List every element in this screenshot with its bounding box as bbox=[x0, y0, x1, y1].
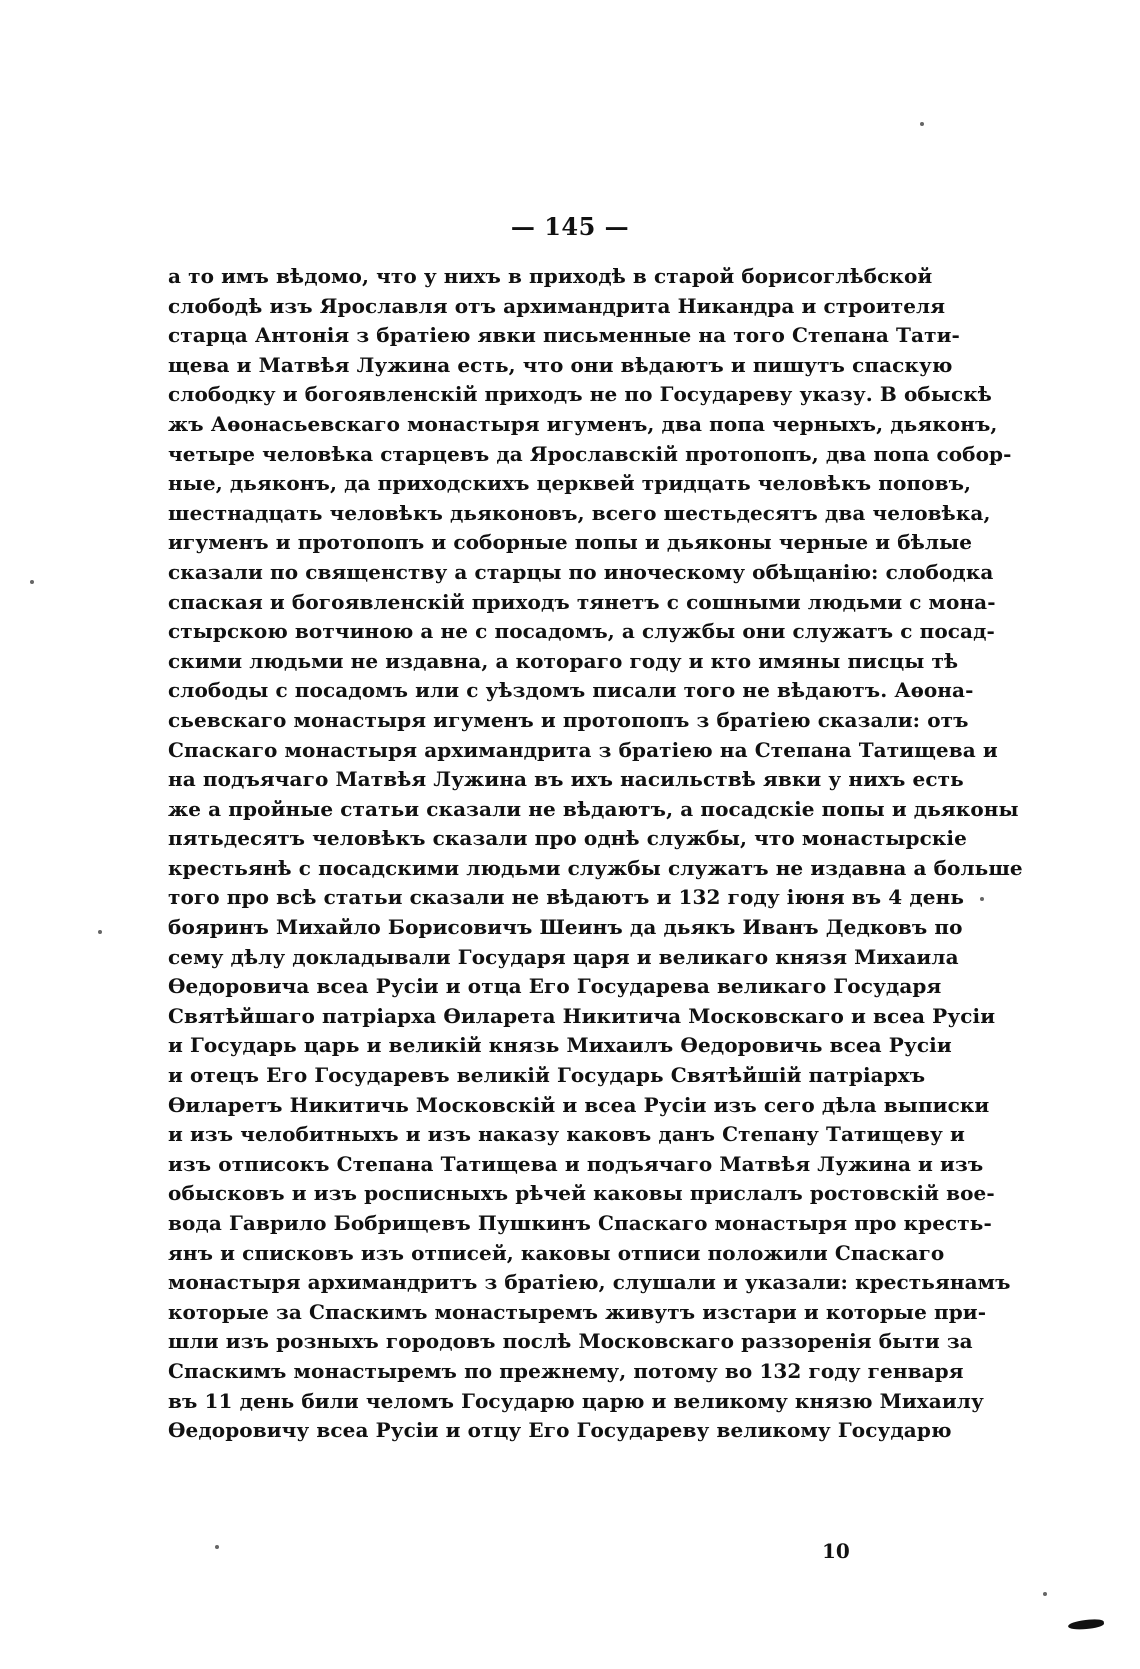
text-line: которые за Спаскимъ монастыремъ живутъ изстари и которые при- bbox=[168, 1299, 987, 1324]
scan-speck bbox=[30, 580, 34, 584]
text-line: Ѳедоровичу всеа Русіи и отцу Его Государеву великому Государю bbox=[168, 1418, 952, 1443]
text-line: и изъ челобитныхъ и изъ наказу каковъ данъ Степану Татищеву и bbox=[168, 1122, 965, 1147]
text-line: Спаскимъ монастыремъ по прежнему, потому во 132 году генваря bbox=[168, 1358, 964, 1383]
text-line: крестьянѣ с посадскими людьми службы служатъ не издавна а больше bbox=[168, 855, 1023, 880]
text-line: Спаскаго монастыря архимандрита з братіею на Степана Татищева и bbox=[168, 737, 998, 762]
text-line: а то имъ вѣдомо, что у нихъ в приходѣ в старой борисоглѣбской bbox=[168, 264, 933, 288]
text-line: вода Гаврило Бобрищевъ Пушкинъ Спаскаго монастыря про кресть- bbox=[168, 1211, 992, 1235]
scan-edge-mark bbox=[1068, 1618, 1105, 1631]
text-line: обысковъ и изъ росписныхъ рѣчей каковы прислалъ ростовскій вое- bbox=[168, 1181, 995, 1206]
text-line: ные, дьяконъ, да приходскихъ церквей тридцать человѣкъ поповъ, bbox=[168, 471, 972, 496]
text-line: же а пройные статьи сказали не вѣдаютъ, а посадскіе попы и дьяконы bbox=[168, 796, 1019, 821]
text-line: на подъячаго Матвѣя Лужина въ ихъ насильствѣ явки у нихъ есть bbox=[168, 767, 964, 792]
text-line: скими людьми не издавна, а котораго году и кто имяны писцы тѣ bbox=[168, 648, 959, 673]
text-line: игуменъ и протопопъ и соборные попы и дьяконы черные и бѣлые bbox=[168, 530, 973, 555]
text-line: спаская и богоявленскій приходъ тянетъ с сошными людьми с мона- bbox=[168, 589, 996, 614]
text-line: сказали по священству а старцы по иноческому обѣщанію: слободка bbox=[168, 559, 994, 584]
text-line: янъ и списковъ изъ отписей, каковы отписи положили Спаскаго bbox=[168, 1240, 945, 1265]
text-line: Святѣйшаго патріарха Ѳиларета Никитича Московскаго и всеа Русіи bbox=[168, 1003, 996, 1028]
text-line: и отецъ Его Государевъ великій Государь Святѣйшій патріархъ bbox=[168, 1063, 926, 1088]
text-line: щева и Матвѣя Лужина есть, что они вѣдаютъ и пишутъ спаскую bbox=[168, 352, 953, 377]
text-line: въ 11 день били челомъ Государю царю и великому князю Михаилу bbox=[168, 1388, 984, 1413]
text-line: жъ Аѳонасьевскаго монастыря игуменъ, два попа черныхъ, дьяконъ, bbox=[168, 411, 998, 436]
text-line: шли изъ розныхъ городовъ послѣ Московскаго раззоренія быти за bbox=[168, 1329, 973, 1354]
scan-speck bbox=[1043, 1592, 1047, 1596]
text-line: бояринъ Михайло Борисовичъ Шеинъ да дьякъ Иванъ Дедковъ по bbox=[168, 915, 963, 940]
text-line: слободы с посадомъ или с уѣздомъ писали того не вѣдаютъ. Аѳона- bbox=[168, 678, 974, 703]
text-line: сьевскаго монастыря игуменъ и протопопъ з братіею сказали: отъ bbox=[168, 707, 969, 732]
text-line: Ѳиларетъ Никитичь Московскій и всеа Русіи изъ сего дѣла выписки bbox=[168, 1092, 990, 1117]
text-line: и Государь царь и великій князь Михаилъ Ѳедоровичь всеа Русіи bbox=[168, 1033, 952, 1058]
text-line: четыре человѣка старцевъ да Ярославскій протопопъ, два попа собор- bbox=[168, 441, 1012, 466]
signature-mark: 10 bbox=[822, 1539, 850, 1563]
text-line: изъ отписокъ Степана Татищева и подъячаго Матвѣя Лужина и изъ bbox=[168, 1151, 984, 1176]
page-number: — 145 — bbox=[510, 212, 630, 241]
text-line: пятьдесятъ человѣкъ сказали про однѣ службы, что монастырскіе bbox=[168, 826, 967, 851]
text-line: сему дѣлу докладывали Государя царя и великаго князя Михаила bbox=[168, 944, 959, 969]
text-line: того про всѣ статьи сказали не вѣдаютъ и 132 году іюня въ 4 день bbox=[168, 885, 965, 910]
scan-speck bbox=[920, 122, 924, 126]
scan-speck bbox=[98, 930, 102, 934]
text-line: шестнадцать человѣкъ дьяконовъ, всего шестьдесятъ два человѣка, bbox=[168, 500, 991, 525]
body-text bbox=[168, 262, 1023, 1446]
text-line: слободѣ изъ Ярославля отъ архимандрита Никандра и строителя bbox=[168, 293, 946, 318]
scan-speck bbox=[980, 897, 984, 901]
text-line: слободку и богоявленскій приходъ не по Государеву указу. В обыскѣ bbox=[168, 382, 992, 407]
scan-speck bbox=[215, 1545, 219, 1549]
text-line: старца Антонія з братіею явки письменные на того Степана Тати- bbox=[168, 323, 960, 348]
text-line: монастыря архимандритъ з братіею, слушали и указали: крестьянамъ bbox=[168, 1270, 1011, 1295]
text-line: Ѳедоровича всеа Русіи и отца Его Государева великаго Государя bbox=[168, 974, 942, 999]
text-line: стырскою вотчиною а не с посадомъ, а службы они служатъ с посад- bbox=[168, 619, 995, 644]
